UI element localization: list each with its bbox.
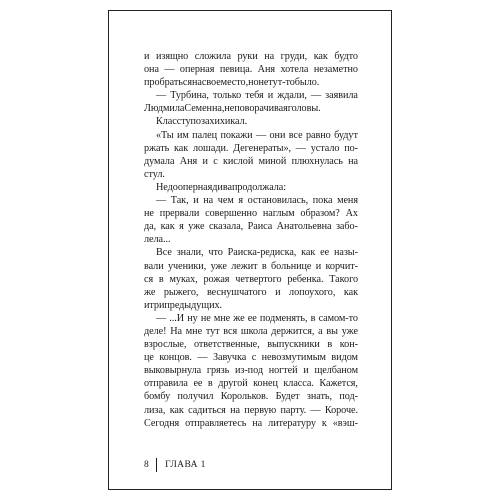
text-line: лиза, как садиться на первую парту. — Короче. [144,404,358,416]
text-line: вали ученики, уже лежит в больнице и корчит- [144,260,358,272]
text-line: лела... [144,234,171,246]
text-line: и три предыдущих. [144,299,223,311]
text-line: бомбу получил Корольков. Будет знать, под- [144,391,358,403]
text-line: стул. [144,168,165,180]
text-line: Людмила Семенна, не поворачивая головы. [144,103,321,115]
body-text [144,50,358,430]
text-line: Недооперная дива продолжала: [156,181,287,193]
text-line: взрослые, ответственные, выпускники в кон- [144,339,358,351]
text-line: — Турбина, только тебя и ждали, — заявила [156,90,358,102]
text-line: не прервали совершенно наглым образом? Ах [144,208,358,220]
text-line: Все знали, что Раиска-редиска, как ее назы- [156,247,358,259]
text-line: Класс тупо захихикал. [156,116,248,128]
text-line: же рыжего, веснушчатого и лопоухого, как [144,286,358,298]
text-line: отправила ее в другой конец класса. Кажется, [144,378,358,390]
text-line: да, как я уже сказала, Раиса Анатольевна забо- [144,221,358,233]
text-line: — Так, и на чем я остановилась, пока меня [156,195,358,207]
text-line: она — оперная певица. Аня хотела незаметно [144,64,358,76]
page-footer [144,458,206,472]
footer-divider [156,458,157,472]
text-line: выковырнула грязь из-под ногтей и щелбаном [144,365,358,377]
text-line: ржать как лошади. Дегенераты», — устало по- [144,142,358,154]
text-line: це концов. — Завучка с невозмутимым видом [144,352,358,364]
page-number: 8 [144,460,150,470]
text-line: — ...И ну не мне же ее подменять, в самом-то [156,312,358,324]
text-line: думала Аня и с кислой миной плюхнулась на [144,155,358,167]
running-head: ГЛАВА 1 [165,460,206,470]
text-line: Сегодня отправляетесь на литературу к «вэш- [144,417,358,429]
text-line: деле! На мне тут вся школа держится, а вы уже [144,325,358,337]
text-line: и изящно сложила руки на груди, как будто [144,51,358,62]
text-line: ся в муках, рожая четвертого ребенка. Такого [144,273,358,285]
text-line: «Ты им палец покажи — они все равно будут [156,129,358,141]
text-line: пробраться на свое место, но не тут-то было. [144,77,320,89]
